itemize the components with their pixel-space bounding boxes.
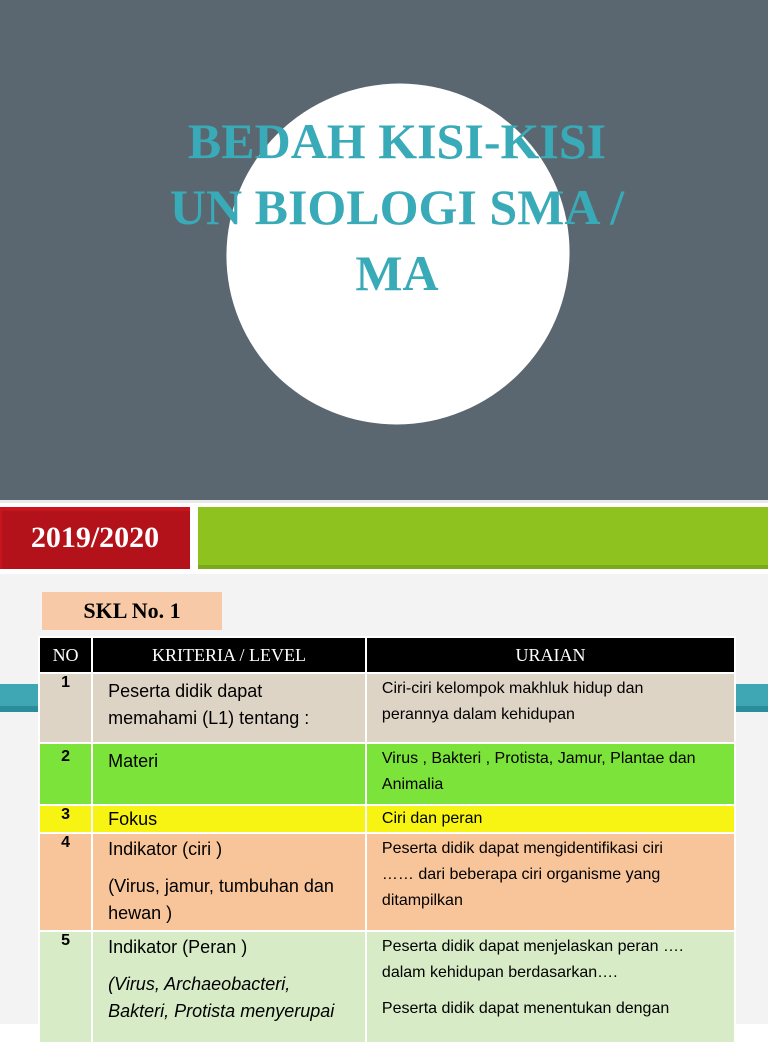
uraian-text: Ciri-ciri kelompok makhluk hidup dan <box>381 680 644 697</box>
header-no: NO <box>39 637 92 673</box>
row-number: 4 <box>39 833 92 931</box>
uraian-cell <box>366 833 735 931</box>
uraian-cell <box>366 743 735 805</box>
header-uraian: URAIAN <box>366 637 735 673</box>
kriteria-cell <box>92 673 366 743</box>
row-number: 3 <box>39 805 92 833</box>
uraian-text: perannya dalam kehidupan <box>381 706 575 723</box>
kriteria-text: Indikator (ciri ) <box>108 839 223 859</box>
kriteria-text: Peserta didik dapat <box>108 681 263 701</box>
kisi-kisi-table <box>38 636 736 1044</box>
row-number: 1 <box>39 673 92 743</box>
kriteria-cell <box>92 805 366 833</box>
table-row <box>39 743 735 805</box>
kriteria-text: Materi <box>108 751 159 771</box>
row-number: 5 <box>39 931 92 1043</box>
divider-line <box>0 500 768 503</box>
kriteria-text: Indikator (Peran ) <box>108 937 248 957</box>
uraian-cell <box>366 931 735 1043</box>
kriteria-cell <box>92 931 366 1043</box>
table-row <box>39 931 735 1043</box>
kriteria-text: Bakteri, Protista menyerupai <box>108 1001 335 1021</box>
table-row <box>39 673 735 743</box>
kriteria-text: (Virus, jamur, tumbuhan dan <box>108 876 334 896</box>
uraian-text: ditampilkan <box>381 892 463 909</box>
uraian-text: Peserta didik dapat menjelaskan peran …. <box>381 938 684 955</box>
uraian-text: Animalia <box>381 776 444 793</box>
kriteria-text: (Virus, Archaeobacteri, <box>108 974 291 994</box>
uraian-text: Ciri dan peran <box>381 810 483 827</box>
kriteria-text: memahami (L1) tentang : <box>108 708 310 728</box>
green-accent-bar <box>198 507 768 569</box>
kriteria-text: Fokus <box>108 809 158 829</box>
year-label: 2019/2020 <box>30 521 160 554</box>
uraian-cell <box>366 673 735 743</box>
kriteria-cell <box>92 743 366 805</box>
uraian-text: Virus , Bakteri , Protista, Jamur, Plantae dan <box>381 750 696 767</box>
table-header-row <box>39 637 735 673</box>
kriteria-text: hewan ) <box>108 903 173 923</box>
title-line-1: BEDAH KISI-KISI <box>187 113 607 169</box>
skl-label: SKL No. 1 <box>42 592 222 630</box>
uraian-text: …… dari beberapa ciri organisme yang <box>381 866 661 883</box>
table-row <box>39 833 735 931</box>
uraian-text: dalam kehidupan berdasarkan…. <box>381 964 618 981</box>
table-row <box>39 805 735 833</box>
uraian-cell <box>366 805 735 833</box>
title-line-3: MA <box>355 245 439 301</box>
title-line-2: UN BIOLOGI SMA / <box>169 179 625 235</box>
uraian-text: Peserta didik dapat menentukan dengan <box>381 1000 670 1017</box>
kriteria-cell <box>92 833 366 931</box>
row-number: 2 <box>39 743 92 805</box>
uraian-text: Peserta didik dapat mengidentifikasi ciri <box>381 840 663 857</box>
slide-title <box>0 108 768 306</box>
header-kriteria: KRITERIA / LEVEL <box>92 637 366 673</box>
